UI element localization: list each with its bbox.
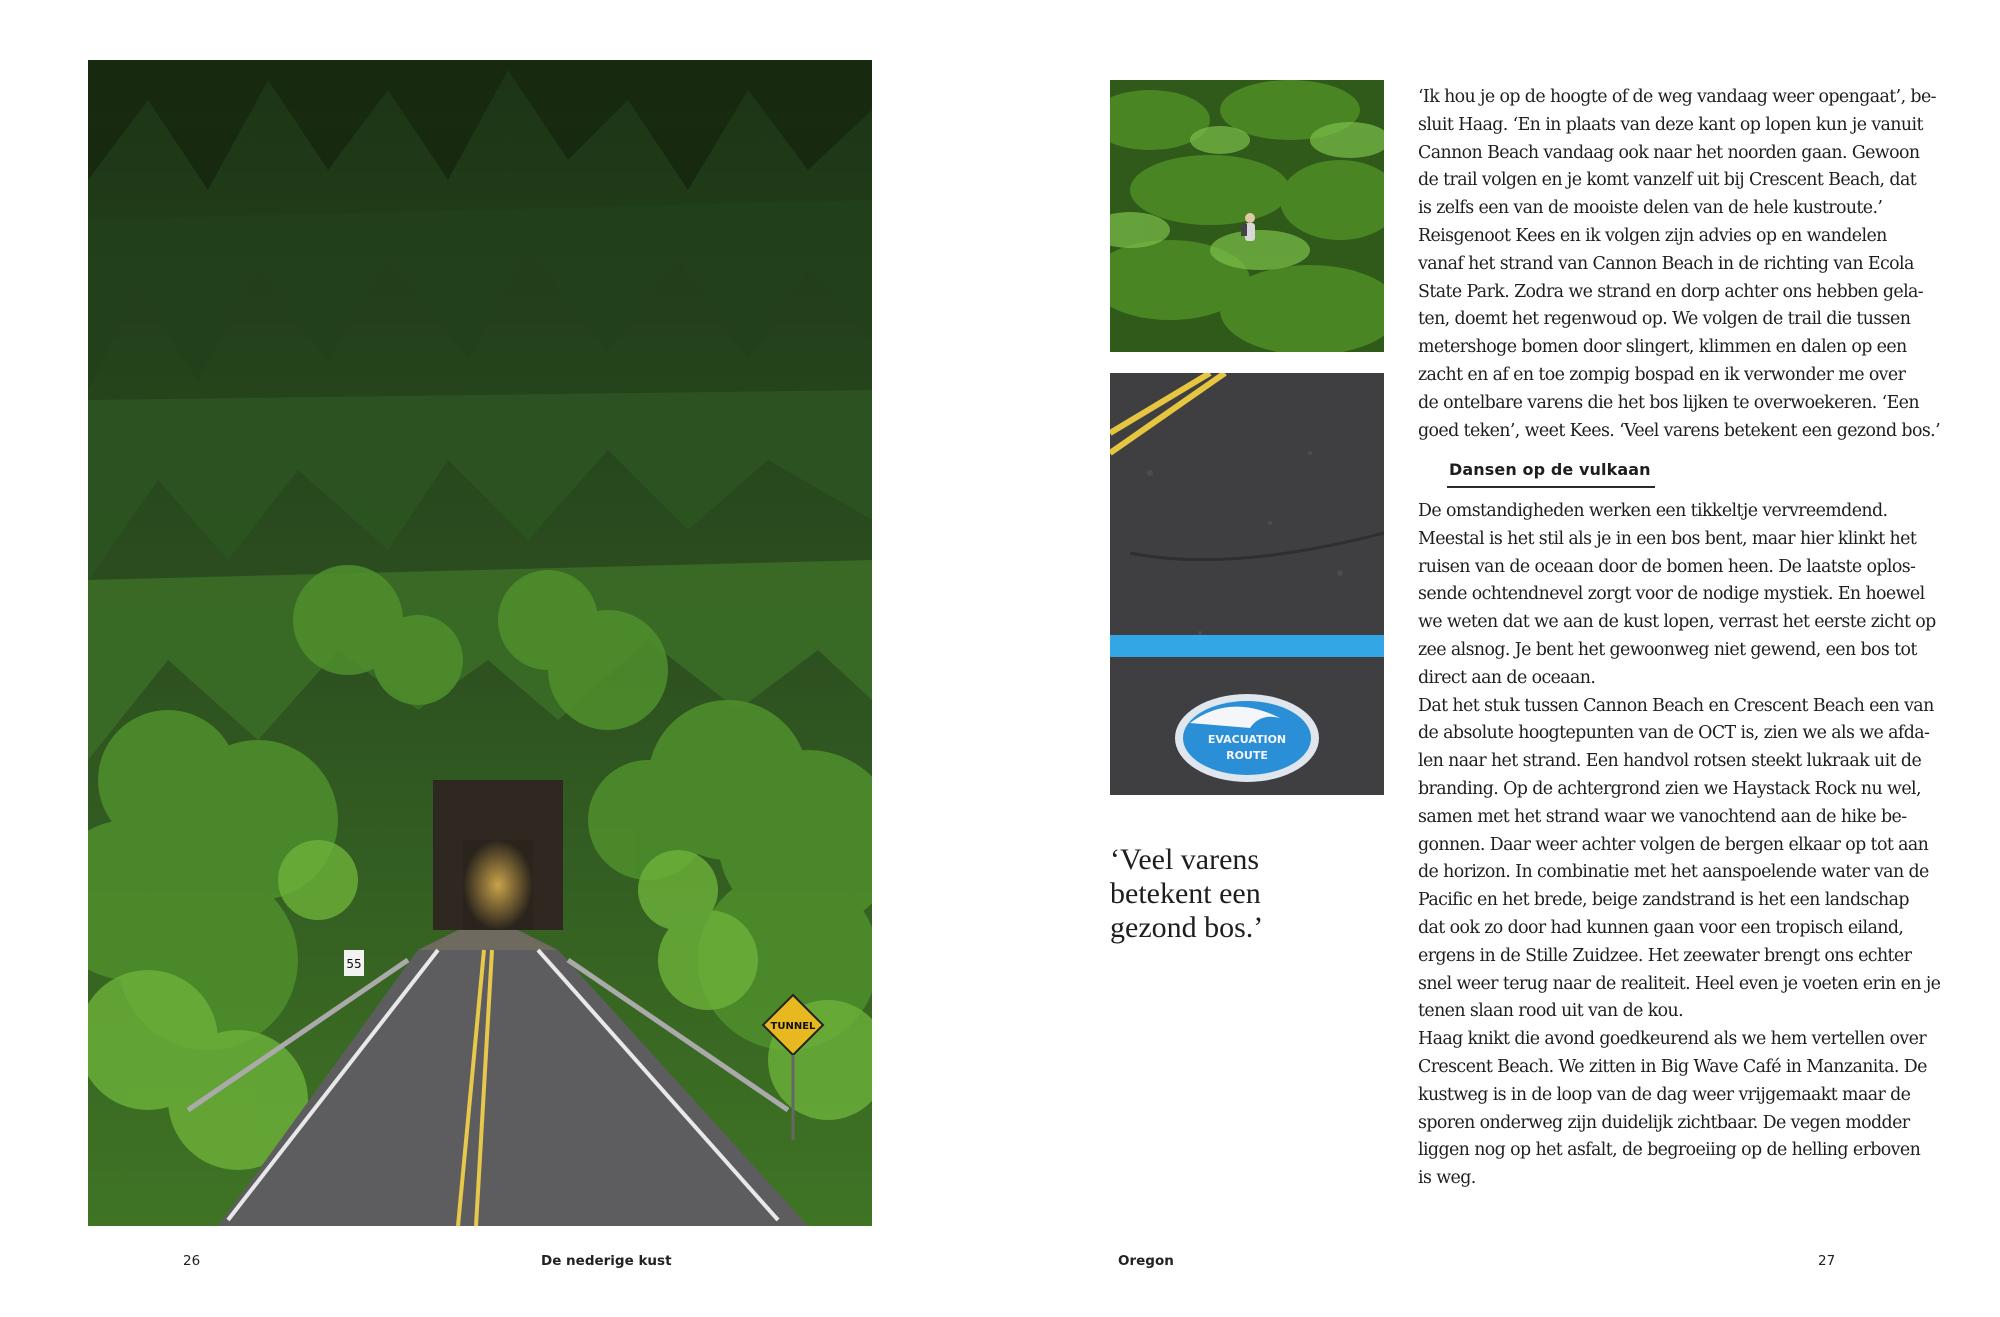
body-line: is zelfs een van de mooiste delen van de hele kustroute.’	[1418, 198, 1883, 219]
body-text-part2	[1418, 498, 1973, 1193]
running-title-right: Oregon	[1118, 1253, 1174, 1269]
pull-quote-line: betekent een	[1110, 877, 1261, 910]
body-line: Dat het stuk tussen Cannon Beach en Crescent Beach een van	[1418, 695, 1934, 716]
body-line: Haag knikt die avond goedkeurend als we hem vertellen over	[1418, 1029, 1927, 1050]
body-line: zee alsnog. Je bent het gewoonweg niet gewend, een bos tot	[1418, 639, 1917, 660]
body-line: ergens in de Stille Zuidzee. Het zeewater brengt ons echter	[1418, 945, 1912, 966]
body-line: vanaf het strand van Cannon Beach in de richting van Ecola	[1418, 253, 1914, 274]
body-line: liggen nog op het asfalt, de begroeiing op de helling erboven	[1418, 1140, 1921, 1161]
section-heading: Dansen op de vulkaan	[1447, 458, 1655, 488]
body-text-part1	[1418, 84, 1973, 445]
body-line: kustweg is in de loop van de dag weer vrijgemaakt maar de	[1418, 1084, 1911, 1105]
body-line: tenen slaan rood uit van de kou.	[1418, 1001, 1684, 1022]
pull-quote-line: ‘Veel varens	[1110, 843, 1260, 876]
body-line: Crescent Beach. We zitten in Big Wave Café in Manzanita. De	[1418, 1056, 1927, 1077]
body-line: de horizon. In combinatie met het aanspoelende water van de	[1418, 862, 1929, 883]
body-line: len naar het strand. Een handvol rotsen steekt lukraak uit de	[1418, 751, 1922, 772]
forest-road-photo	[88, 60, 872, 1226]
evacuation-text: EVACUATION	[1207, 733, 1287, 746]
body-line: ruisen van de oceaan door de bomen heen. De laatste oplos-	[1418, 556, 1916, 577]
body-line: direct aan de oceaan.	[1418, 667, 1596, 688]
page-number-left: 26	[183, 1253, 201, 1269]
body-line: sluit Haag. ‘En in plaats van deze kant op lopen kun je vanuit	[1418, 114, 1923, 135]
body-line: ‘Ik hou je op de hoogte of de weg vandaag weer opengaat’, be-	[1418, 87, 1936, 107]
body-line: gonnen. Daar weer achter volgen de bergen elkaar op tot aan	[1418, 834, 1929, 855]
pull-quote-line: gezond bos.’	[1110, 911, 1264, 944]
body-line: Cannon Beach vandaag ook naar het noorden gaan. Gewoon	[1418, 142, 1920, 163]
body-line: ten, doemt het regenwoud op. We volgen de trail die tussen	[1418, 309, 1911, 330]
speed-sign-text: 55	[346, 957, 362, 971]
body-line: Pacific en het brede, beige zandstrand is het een landschap	[1418, 890, 1909, 911]
body-line: samen met het strand waar we vanochtend aan de hike be-	[1418, 806, 1907, 827]
body-line: goed teken’, weet Kees. ‘Veel varens betekent een gezond bos.’	[1418, 420, 1941, 441]
tsunami-route-photo	[1110, 373, 1384, 795]
body-line: metershoge bomen door slingert, klimmen en dalen op een	[1418, 337, 1907, 358]
body-line: sporen onderweg zijn duidelijk zichtbaar. De vegen modder	[1418, 1112, 1910, 1133]
body-line: De omstandigheden werken een tikkeltje vervreemdend.	[1418, 501, 1888, 521]
right-page	[1000, 0, 2000, 1317]
route-text: ROUTE	[1226, 749, 1268, 762]
body-line: Reisgenoot Kees en ik volgen zijn advies op en wandelen	[1418, 225, 1887, 246]
pull-quote	[1110, 843, 1380, 945]
tunnel-sign-text: TUNNEL	[770, 1021, 816, 1032]
body-line: de ontelbare varens die het bos lijken te overwoekeren. ‘Een	[1418, 392, 1919, 413]
body-line: we weten dat we aan de kust lopen, verrast het eerste zicht op	[1418, 612, 1936, 633]
body-line: Meestal is het stil als je in een bos bent, maar hier klinkt het	[1418, 528, 1917, 549]
body-line: de absolute hoogtepunten van de OCT is, zien we als we afda-	[1418, 723, 1930, 744]
body-line: dat ook zo door had kunnen gaan voor een tropisch eiland,	[1418, 917, 1904, 938]
tsunami-text: TSUNAMI	[1209, 717, 1251, 727]
page-number-right: 27	[1818, 1253, 1836, 1269]
body-line: State Park. Zodra we strand en dorp achter ons hebben gela-	[1418, 281, 1924, 302]
body-line: snel weer terug naar de realiteit. Heel even je voeten erin en je	[1418, 973, 1941, 994]
body-line: sende ochtendnevel zorgt voor de nodige mystiek. En hoewel	[1418, 584, 1925, 605]
fern-hiker-photo	[1110, 80, 1384, 352]
body-line: zacht en af en toe zompig bospad en ik verwonder me over	[1418, 364, 1906, 385]
running-title-left: De nederige kust	[541, 1253, 672, 1269]
body-line: is weg.	[1418, 1168, 1476, 1189]
body-line: branding. Op de achtergrond zien we Haystack Rock nu wel,	[1418, 778, 1921, 799]
body-line: de trail volgen en je komt vanzelf uit bij Crescent Beach, dat	[1418, 170, 1917, 191]
